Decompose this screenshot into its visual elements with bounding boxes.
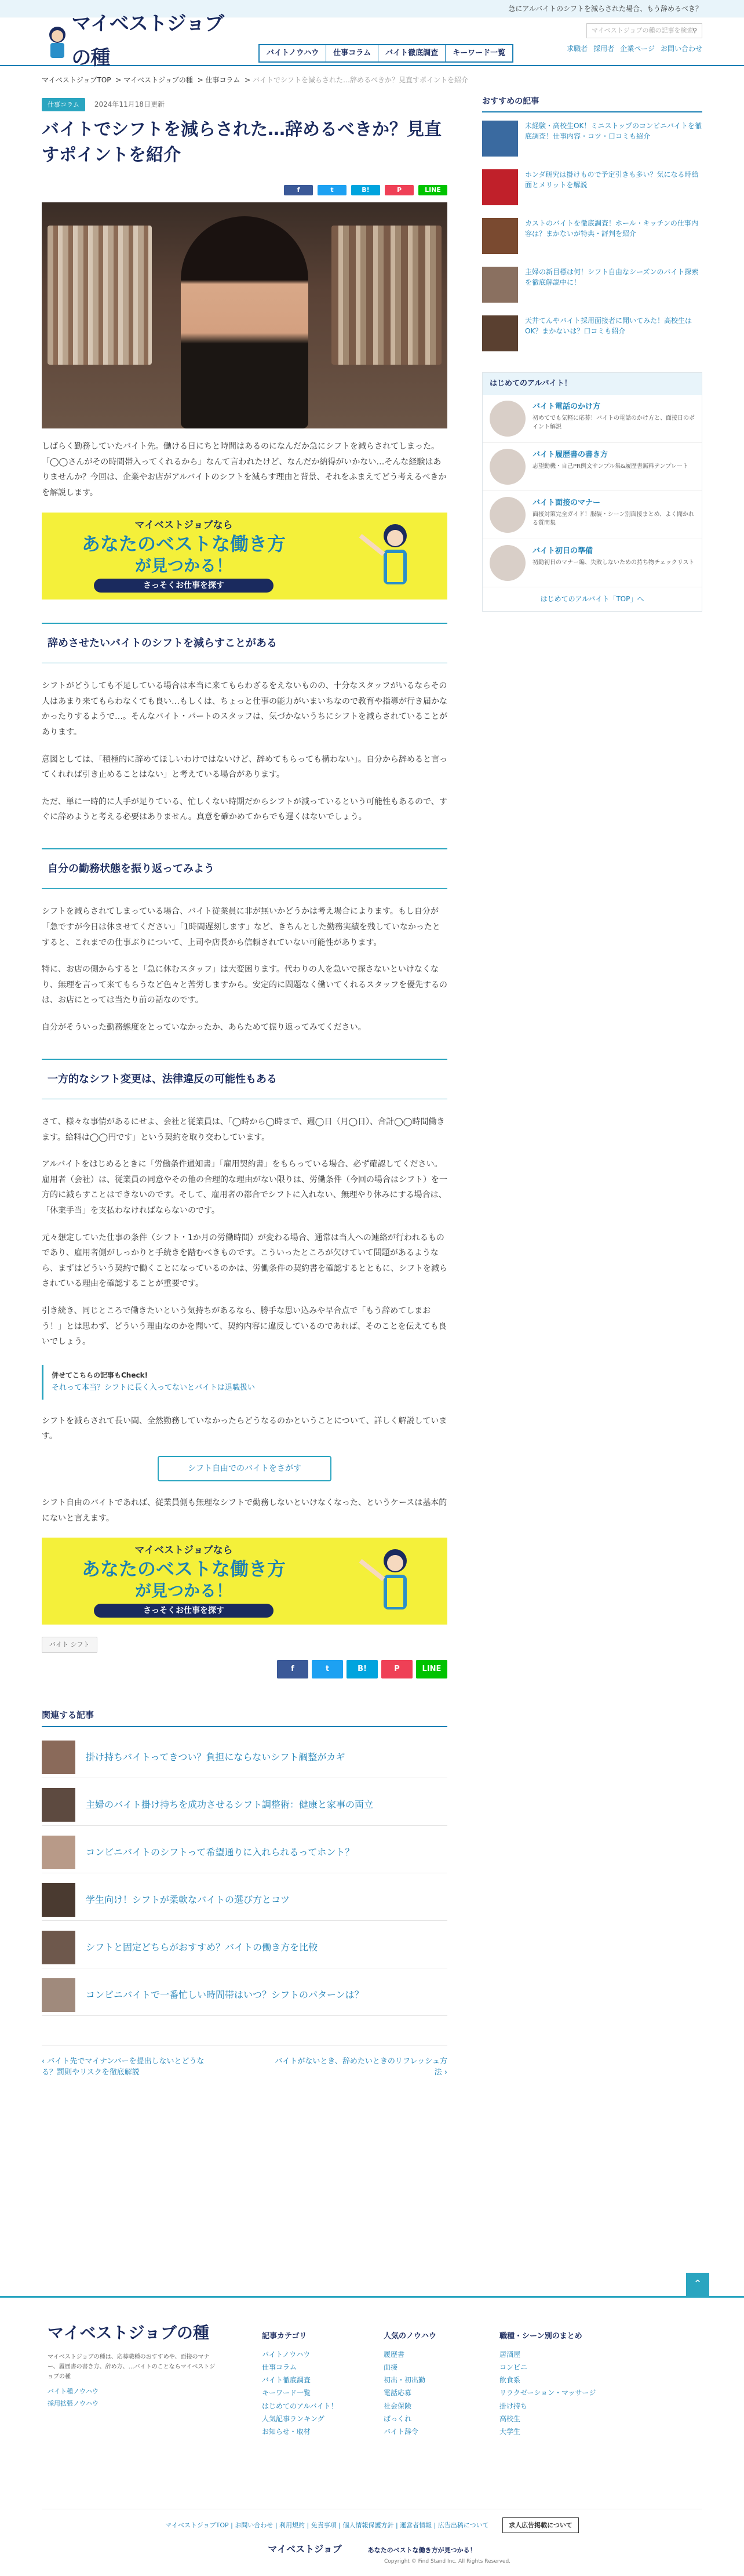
- first-job-thumb: [490, 401, 526, 437]
- share-bar-bottom: [42, 1660, 447, 1678]
- twitter-share-button[interactable]: t: [318, 185, 347, 195]
- twitter-share-button[interactable]: t: [312, 1660, 343, 1678]
- share-bar-top: [42, 185, 447, 195]
- after-box-text: シフトを減らされて長い間、全然勤務していなかったらどうなるのかということについて、詳しく解説しています。: [42, 1416, 447, 1441]
- related-item[interactable]: [42, 1738, 447, 1778]
- footer-link[interactable]: 初出・初出勤: [384, 2376, 426, 2385]
- breadcrumb-item[interactable]: 仕事コラム: [205, 76, 240, 84]
- first-job-thumb: [490, 449, 526, 485]
- intro-text: しばらく勤務していたバイト先。働ける日にちと時間はあるのになんだか急にシフトを減らされてしまった。「◯◯さんがその時間帯入ってくれるから」なんて言われたけど、なんだか納得がいかない…そんな経験はありませんか？今回は、企業やお店がアルバイトのシフトを減らす理由と背景、それをふまえてどう考えるべきかを解説します。: [42, 442, 447, 498]
- first-job-desc: 志望動機・自己PR例文サンプル集&履歴書無料テンプレート: [533, 463, 688, 470]
- footer-link[interactable]: コンビニ: [499, 2363, 528, 2371]
- pocket-share-button[interactable]: P: [385, 185, 414, 195]
- copyright-text: Copyright © Find Stand Inc. All Rights Reserved.: [384, 2559, 511, 2564]
- site-footer: [0, 2296, 744, 2576]
- recommended-title[interactable]: 未経験・高校生OK！ミニストップのコンビニバイトを徹底調査！仕事内容・コツ・口コミも紹介: [525, 121, 702, 140]
- section-paragraph: ただ、単に一時的に人手が足りている、忙しくない時期だからシフトが減っているという可能性もあるので、すぐに辞めようと考える必要はありません。真意を確かめてからでも遅くはないでしょう。: [42, 797, 447, 822]
- footer-bottom-link[interactable]: 免責事項: [311, 2521, 337, 2529]
- recommended-thumb: [482, 267, 518, 303]
- nav-item-know-how[interactable]: バイトノウハウ: [260, 45, 326, 61]
- footer-col-heading: 人気のノウハウ: [384, 2332, 437, 2341]
- footer-left-links: [48, 2386, 99, 2410]
- footer-bottom-link[interactable]: お問い合わせ: [235, 2521, 273, 2529]
- recommended-thumb: [482, 121, 518, 157]
- tag-chip[interactable]: バイト シフト: [42, 1637, 97, 1652]
- first-job-thumb: [490, 497, 526, 533]
- first-job-name[interactable]: バイト電話のかけ方: [533, 402, 601, 412]
- banner-line1: マイベストジョブなら: [134, 1545, 233, 1557]
- sidebar: [482, 95, 702, 2113]
- header-link[interactable]: 求職者: [567, 45, 588, 53]
- scroll-to-top-button[interactable]: [686, 2273, 709, 2296]
- site-logo[interactable]: [42, 12, 239, 70]
- footer-link[interactable]: 履歴書: [384, 2350, 405, 2359]
- footer-bottom-link[interactable]: 利用規約: [279, 2521, 305, 2529]
- related-article-box: [42, 1365, 447, 1400]
- footer-col-popular: [384, 2330, 436, 2438]
- logo-text: マイベストジョブの種: [71, 12, 224, 70]
- line-share-button[interactable]: LINE: [418, 185, 447, 195]
- section-heading: 一方的なシフト変更は、法律違反の可能性もある: [42, 1059, 447, 1100]
- footer-link[interactable]: 人気記事ランキング: [262, 2414, 324, 2423]
- facebook-share-button[interactable]: f: [284, 185, 313, 195]
- search-icon[interactable]: ⚲: [692, 27, 697, 34]
- section-paragraph: 引き続き、同じところで働きたいという気持ちがあるなら、勝手な思い込みや早合点で「もう辞めてしまおう！」とは思わず、どういう理由なのかを聞いて、契約内容に違反しているのであれば、そのことを伝えても良いでしょう。: [42, 1306, 447, 1347]
- breadcrumb-item[interactable]: マイベストジョブTOP: [42, 76, 111, 84]
- next-article-link[interactable]: バイトがないとき、辞めたいときのリフレッシュ方法 ›: [275, 2057, 447, 2077]
- recommended-title[interactable]: ホンダ研究は掛けもので予定引きも多い？気になる時給面とメリットを解説: [525, 170, 699, 189]
- banner-illustration-icon: [355, 518, 430, 600]
- facebook-share-button[interactable]: f: [277, 1660, 308, 1678]
- footer-link[interactable]: 高校生: [499, 2414, 521, 2423]
- search-input[interactable]: [586, 23, 702, 38]
- related-title[interactable]: 主婦のバイト掛け持ちを成功させるシフト調整術：健康と家事の両立: [86, 1799, 374, 1811]
- related-title[interactable]: コンビニバイトで一番忙しい時間帯はいつ？シフトのパターンは？: [86, 1989, 364, 2001]
- first-job-name[interactable]: バイト履歴書の書き方: [533, 450, 608, 460]
- section-paragraph: 意図としては、「積極的に辞めてほしいわけではないけど、辞めてもらっても構わない」。自分から辞めると言ってくれれば引き止めることはない」と考えている場合があります。: [42, 754, 447, 780]
- section-heading: 自分の勤務状態を振り返ってみよう: [42, 848, 447, 889]
- footer-link[interactable]: 社会保険: [384, 2401, 412, 2410]
- footer-brand[interactable]: マイベストジョブ: [268, 2544, 342, 2555]
- footer-link[interactable]: バイト徹底調査: [262, 2376, 311, 2385]
- header-link[interactable]: お問い合わせ: [660, 45, 702, 53]
- top-notice-text: 急にアルバイトのシフトを減らされた場合、もう辞めるべき？: [508, 5, 702, 13]
- recommended-title[interactable]: カストのバイトを徹底調査！ホール・キッチンの仕事内容は？まかないが特典・評判を紹介: [525, 219, 698, 238]
- banner-line1: マイベストジョブなら: [134, 519, 233, 531]
- footer-link[interactable]: ばっくれ: [384, 2414, 412, 2423]
- site-header: [42, 12, 702, 70]
- first-job-desc: 面接対策完全ガイド！服装・シーン別面接まとめ、よく聞かれる質問集: [533, 511, 695, 526]
- footer-col-category: [262, 2330, 338, 2438]
- related-heading: 関連する記事: [42, 1707, 447, 1727]
- footer-copyright: [42, 2541, 702, 2567]
- breadcrumb-current: バイトでシフトを減らされた…辞めるべきか？見直すポイントを紹介: [253, 76, 469, 84]
- related-item[interactable]: [42, 1928, 447, 1968]
- header-link[interactable]: 採用者: [593, 45, 615, 53]
- ad-listing-button[interactable]: 求人広告掲載について: [502, 2517, 579, 2533]
- article-tags: [42, 1636, 447, 1652]
- line-share-button[interactable]: LINE: [416, 1660, 447, 1678]
- shift-free-job-button[interactable]: シフト自由でのバイトをさがす: [158, 1456, 331, 1482]
- footer-link[interactable]: リラクゼーション・マッサージ: [499, 2389, 596, 2397]
- footer-link[interactable]: バイト辞令: [384, 2427, 419, 2436]
- footer-col-scene: [499, 2330, 627, 2438]
- recommended-item[interactable]: [482, 121, 702, 160]
- section-paragraph: 自分がそういった勤務態度をとっていなかったか、あらためて振り返ってみてください。: [42, 1022, 366, 1032]
- section-paragraph: 元々想定していた仕事の条件（シフト・1か月の労働時間）が変わる場合、通常は当人への連絡が行われるものであり、雇用者側がしっかりと手続きを踏むべきものです。こういったところが欠けていて問題があるようなら、まずはどういう契約で働くことになっているのかは、労働条件の契約書を確認するとともに、シフトを減らされている理由を確認することが重要です。: [42, 1233, 447, 1289]
- pocket-share-button[interactable]: P: [381, 1660, 413, 1678]
- chevron-up-icon: ⌃: [693, 2278, 702, 2290]
- related-item[interactable]: [42, 1785, 447, 1826]
- mascot-icon: [42, 23, 69, 59]
- related-item[interactable]: [42, 1975, 447, 2016]
- banner-button[interactable]: さっそくお仕事を探す: [94, 579, 273, 593]
- prev-article-title: バイト先でマイナンバーを提出しないとどうなる？罰則やリスクを徹底解説: [42, 2057, 205, 2077]
- section-paragraph: 特に、お店の側からすると「急に休むスタッフ」は大変困ります。代わりの人を急いで探さないといけなくなり、無理を言って来てもらうなど色々と苦労しますから。安定的に問題なく働いてくれるスタッフを優先するのは、お店にとっては当たり前の話なのです。: [42, 965, 447, 1005]
- footer-link[interactable]: バイトノウハウ: [262, 2350, 311, 2359]
- banner-button[interactable]: さっそくお仕事を探す: [94, 1604, 273, 1618]
- footer-tagline: あなたのベストな働き方が見つかる！: [367, 2546, 476, 2554]
- footer-bottom-link[interactable]: 運営者情報: [400, 2521, 432, 2529]
- related-thumb: [42, 1788, 75, 1822]
- updated-date: 2024年11月18日更新: [94, 100, 165, 109]
- footer-logo[interactable]: マイベストジョブの種: [48, 2323, 209, 2342]
- first-job-item[interactable]: [483, 443, 702, 491]
- first-job-more-link[interactable]: はじめてのアルバイト「TOP」へ: [540, 595, 644, 604]
- category-tag[interactable]: 仕事コラム: [42, 98, 85, 111]
- recommended-item[interactable]: [482, 169, 702, 209]
- first-job-thumb: [490, 545, 526, 581]
- recommended-heading: おすすめの記事: [482, 95, 702, 112]
- footer-description: マイベストジョブの種は、応募職種のおすすめや、面接のマナー、履歴書の書き方、辞め方、…バイトのことならマイベストジョブの種: [48, 2354, 216, 2380]
- related-item[interactable]: [42, 1880, 447, 1921]
- footer-link[interactable]: 飲食系: [499, 2376, 521, 2385]
- footer-link[interactable]: 掛け持ち: [499, 2401, 528, 2410]
- article-title: バイトでシフトを減らされた…辞めるべきか？見直すポイントを紹介: [42, 119, 442, 165]
- footer-link[interactable]: 大学生: [499, 2427, 521, 2436]
- nav-item-research[interactable]: バイト徹底調査: [378, 45, 446, 61]
- related-thumb: [42, 1883, 75, 1917]
- banner-line3: が見つかる！: [134, 1581, 232, 1601]
- banner-illustration-icon: [355, 1543, 430, 1625]
- related-title[interactable]: 掛け持ちバイトってきつい？負担にならないシフト調整がカギ: [86, 1752, 345, 1763]
- footer-bottom-link[interactable]: マイベストジョブTOP: [165, 2521, 229, 2529]
- prev-article-link[interactable]: ‹ バイト先でマイナンバーを提出しないとどうなる？罰則やリスクを徹底解説: [42, 2057, 205, 2077]
- first-job-item[interactable]: [483, 491, 702, 539]
- footer-link[interactable]: お知らせ・取材: [262, 2427, 311, 2436]
- related-thumb: [42, 1836, 75, 1869]
- related-title[interactable]: 学生向け！シフトが柔軟なバイトの選び方とコツ: [86, 1894, 290, 1906]
- first-job-box: [482, 372, 702, 612]
- first-job-item[interactable]: [483, 539, 702, 587]
- section-heading: 辞めさせたいバイトのシフトを減らすことがある: [42, 623, 447, 664]
- footer-link[interactable]: バイト種ノウハウ: [48, 2388, 99, 2395]
- footer-bottom-links: マイベストジョブTOP | お問い合わせ | 利用規約 | 免責事項 | 個人情報保護方針 | 運営者情報 | 広告出稿について 求人広告掲載について: [42, 2509, 702, 2533]
- first-job-name[interactable]: バイト面接のマナー: [533, 499, 601, 508]
- breadcrumb: マイベストジョブTOP > マイベストジョブの種 > 仕事コラム > バイトでシフトを減らされた…辞めるべきか？見直すポイントを紹介: [42, 76, 469, 84]
- footer-link[interactable]: 居酒屋: [499, 2350, 521, 2359]
- related-title[interactable]: シフトと固定どちらがおすすめ？バイトの働き方を比較: [86, 1942, 318, 1953]
- recommended-item[interactable]: [482, 218, 702, 257]
- recommended-thumb: [482, 315, 518, 351]
- footer-bottom-link[interactable]: 広告出稿について: [437, 2521, 489, 2529]
- recommended-title[interactable]: 天井てんやバイト採用面接者に聞いてみた！高校生はOK？まかないは？口コミも紹介: [525, 316, 692, 335]
- related-item[interactable]: [42, 1833, 447, 1873]
- nav-item-keywords[interactable]: キーワード一覧: [453, 49, 506, 57]
- first-job-name[interactable]: バイト初日の準備: [533, 547, 593, 556]
- job-search-banner-2[interactable]: [42, 1538, 447, 1625]
- recommended-item[interactable]: [482, 315, 702, 355]
- footer-link[interactable]: キーワード一覧: [262, 2389, 311, 2397]
- related-thumb: [42, 1741, 75, 1774]
- hero-image: [42, 202, 447, 428]
- recommended-title[interactable]: 主婦の新目標は何！シフト自由なシーズンのバイト探索を徹底解説中に！: [525, 267, 699, 286]
- footer-link[interactable]: 仕事コラム: [262, 2363, 297, 2371]
- recommended-thumb: [482, 169, 518, 205]
- breadcrumb-item[interactable]: マイベストジョブの種: [123, 76, 193, 84]
- related-thumb: [42, 1978, 75, 2012]
- first-job-heading: はじめてのアルバイト！: [483, 373, 702, 395]
- banner-line2: あなたのベストな働き方: [81, 532, 286, 555]
- related-box-title: 併せてこちらの記事もCheck!: [52, 1371, 148, 1379]
- footer-col-heading: 記事カテゴリ: [262, 2332, 307, 2341]
- footer-link[interactable]: 面接: [384, 2363, 398, 2371]
- section-paragraph: シフトがどうしても不足している場合は本当に来てもらわざるをえないものの、十分なスタッフがいるならその人はあまり来てもらわなくても良い…もしくは、ちょっと仕事の能力がいまいちなので教育や指導が行き届かなかったりするようで…。そんなバイト・パートのスタッフは、気づかないうちにシフトを減らされていることがあります。: [42, 681, 447, 737]
- nav-item-column[interactable]: 仕事コラム: [326, 45, 378, 61]
- related-thumb: [42, 1931, 75, 1964]
- related-title[interactable]: コンビニバイトのシフトって希望通りに入れられるってホント？: [86, 1847, 355, 1858]
- footer-link[interactable]: 電話応募: [384, 2389, 412, 2397]
- section-paragraph: シフトを減らされてしまっている場合、バイト従業員に非が無いかどうかは考え場合によります。もし自分が「急ですが今日は休ませてください」「1時間遅刻します」など、きちんとした勤務実績を残していなかったとすると、これまでの仕事ぶりについて、上司や店長から信頼されていない可能性があります。: [42, 907, 440, 947]
- hatena-share-button[interactable]: B!: [351, 185, 380, 195]
- recommended-item[interactable]: [482, 267, 702, 306]
- section-paragraph: さて、様々な事情があるにせよ、会社と従業員は、「◯時から◯時まで、週◯日（月◯日）、合計◯◯時間働きます。給料は◯◯円です」という契約を取り交わしています。: [42, 1117, 445, 1142]
- footer-col-heading: 職種・シーン別のまとめ: [499, 2332, 582, 2341]
- first-job-item[interactable]: [483, 395, 702, 443]
- header-link[interactable]: 企業ページ: [620, 45, 655, 53]
- footer-bottom-link[interactable]: 個人情報保護方針: [342, 2521, 394, 2529]
- footer-link[interactable]: 採用拡張ノウハウ: [48, 2399, 99, 2407]
- banner-line3: が見つかる！: [134, 555, 232, 575]
- next-article-title: バイトがないとき、辞めたいときのリフレッシュ方法: [275, 2057, 447, 2077]
- first-job-desc: 初勤初日のマナー編、失敗しないための持ち物チェックリスト: [533, 559, 695, 566]
- hatena-share-button[interactable]: B!: [347, 1660, 378, 1678]
- related-box-link[interactable]: それって本当？シフトに長く入ってないとバイトは退職扱い: [52, 1383, 256, 1392]
- global-nav: [258, 44, 513, 63]
- header-links: [561, 43, 702, 55]
- closing-text: シフト自由のバイトであれば、従業員側も無理なシフトで勤務しないといけなくなった、というケースは基本的にないと言えます。: [42, 1498, 447, 1523]
- banner-line2: あなたのベストな働き方: [81, 1558, 286, 1581]
- job-search-banner[interactable]: [42, 513, 447, 600]
- footer-link[interactable]: はじめてのアルバイト！: [262, 2401, 338, 2410]
- article-pager: [42, 2045, 447, 2079]
- section-paragraph: アルバイトをはじめるときに「労働条件通知書」「雇用契約書」をもらっている場合、必ず確認してください。雇用者（会社）は、従業員の同意やその他の合理的な理由がない限りは、労働条件（今回の場合はシフト）を一方的に減らすことはできないのです。そして、雇用者の都合でシフトに入れない、無理やり休みにする場合は、「休業手当」を支払わなければならないのです。: [42, 1160, 447, 1215]
- first-job-desc: 初めてでも気軽に応募！バイトの電話のかけ方と、面接日のポイント解説: [533, 415, 695, 430]
- recommended-thumb: [482, 218, 518, 254]
- main-content: [42, 95, 447, 2113]
- search-placeholder: マイベストジョブの種の記事を検索: [592, 27, 694, 34]
